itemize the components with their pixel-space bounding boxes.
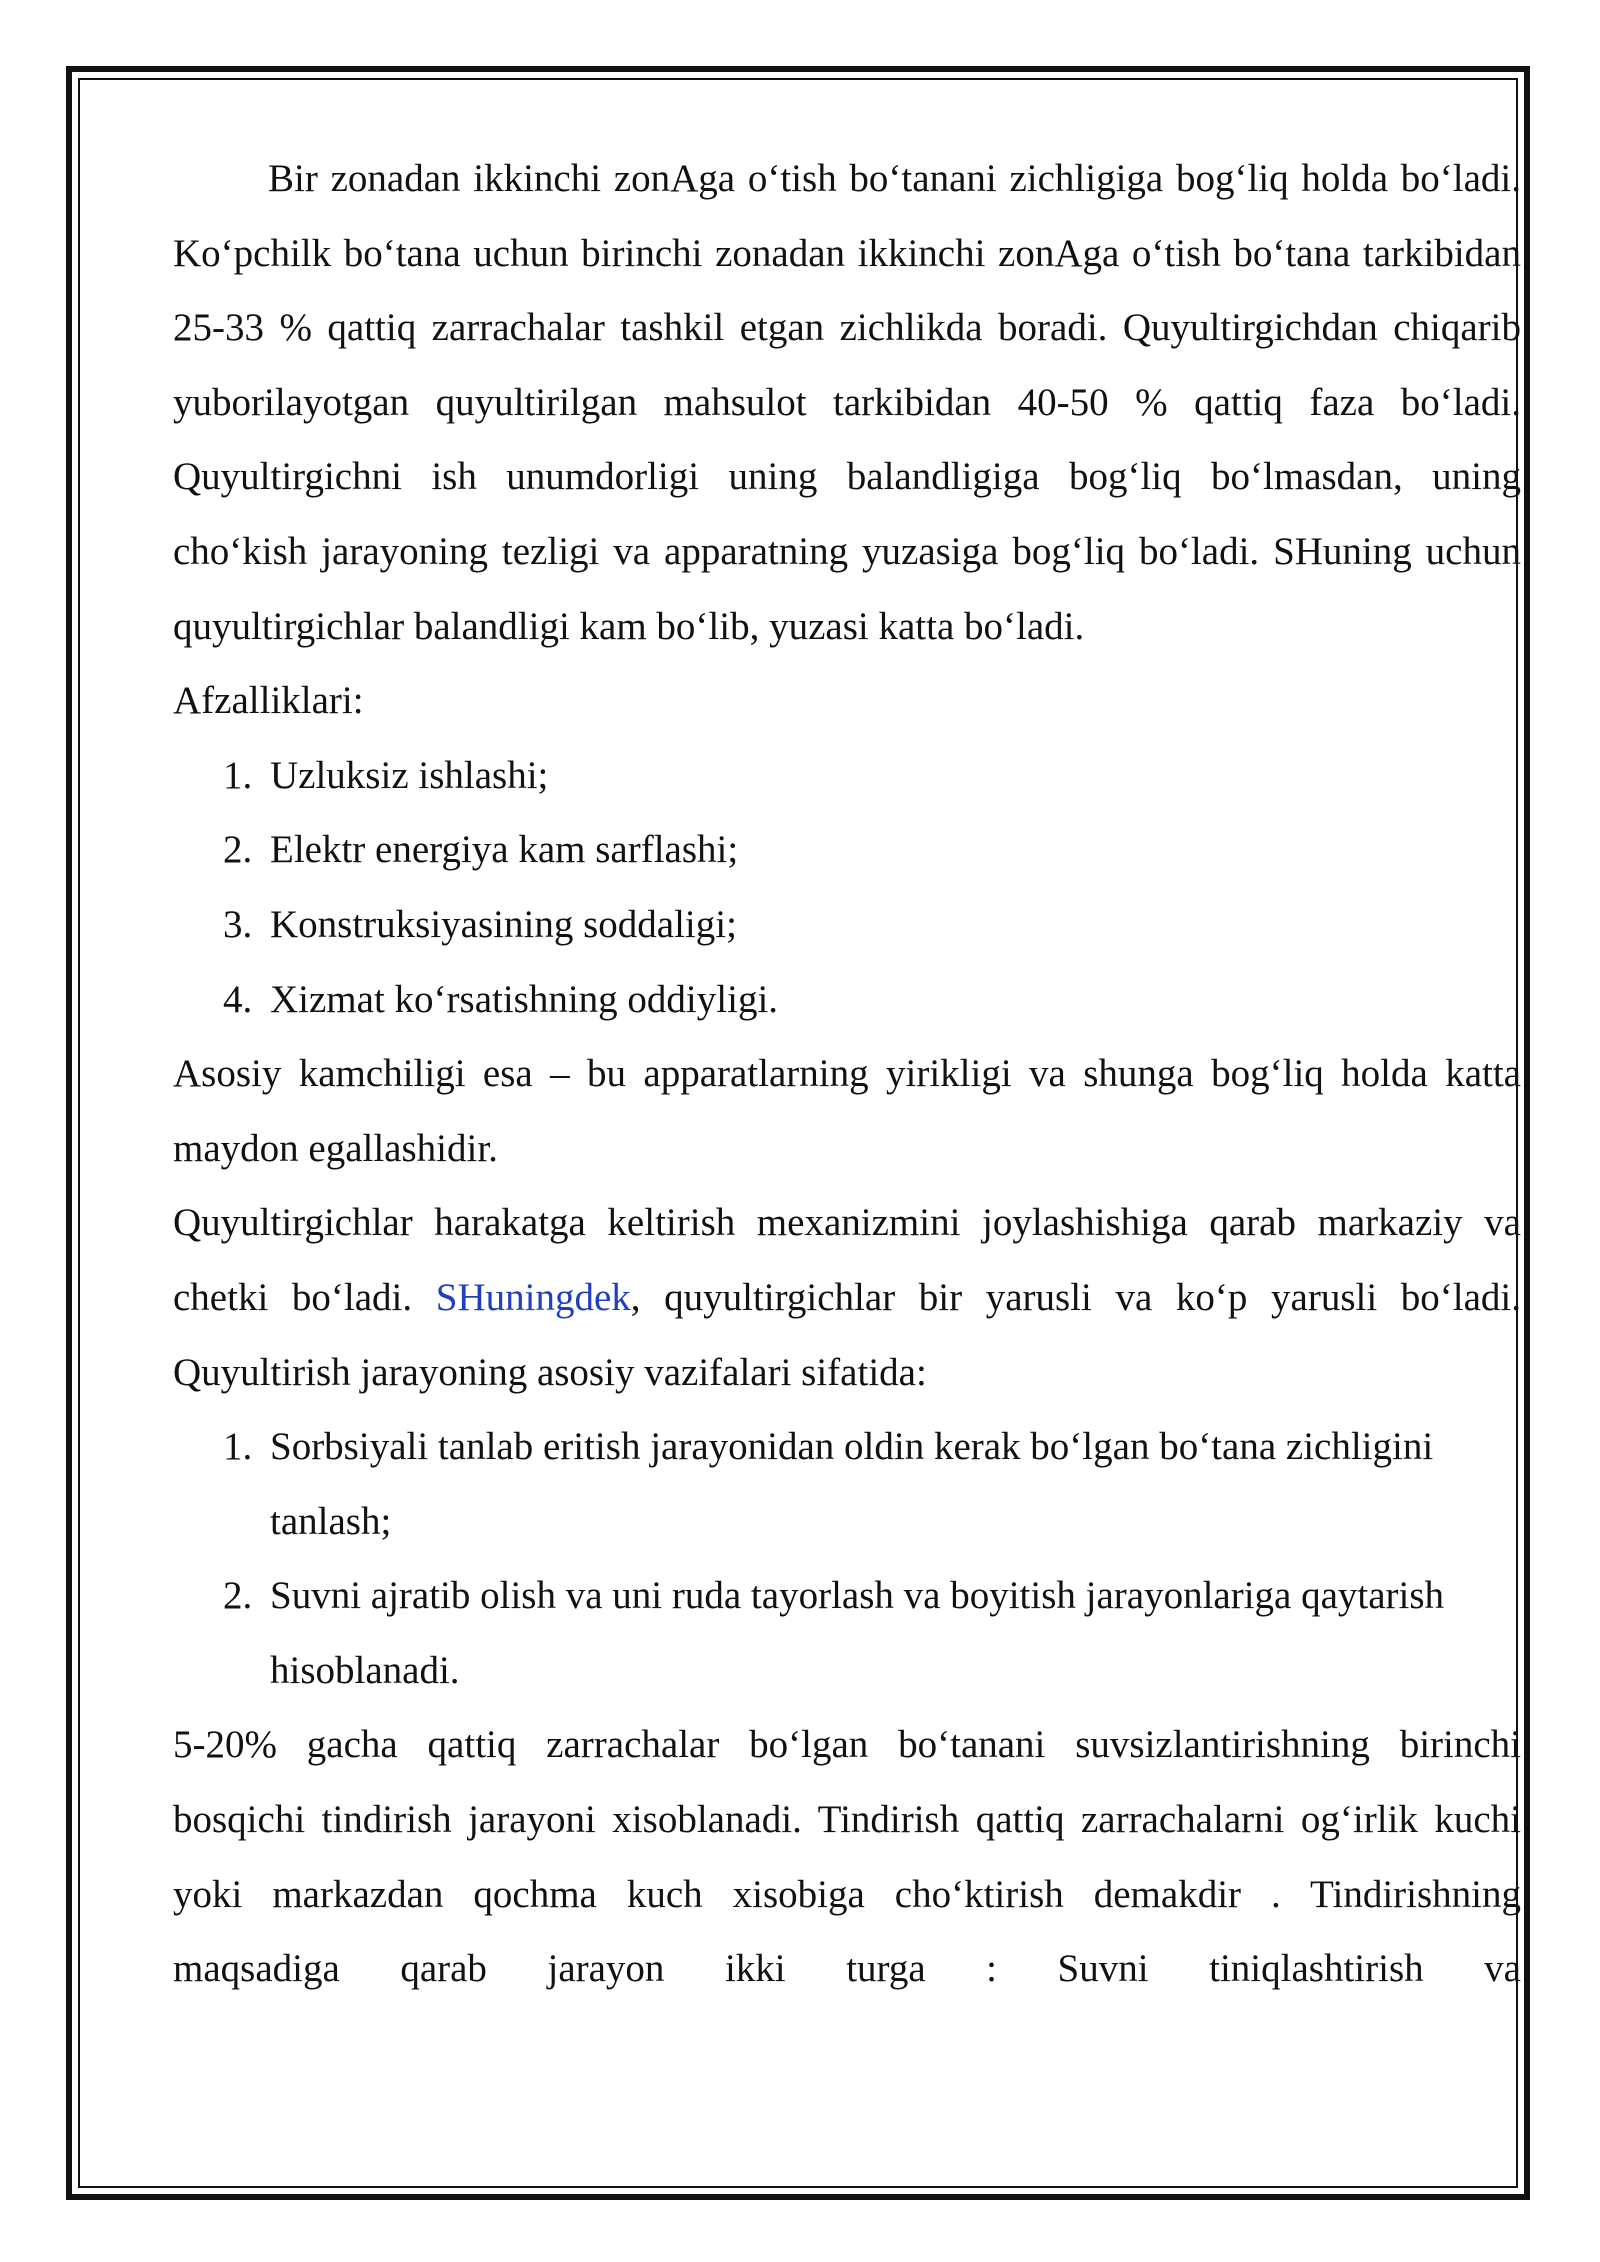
- list-item-text: Elektr energiya kam sarflashi;: [270, 828, 739, 872]
- tasks-list: [173, 1410, 1521, 1708]
- hyperlink-shuningdek[interactable]: SHuningdek: [435, 1275, 631, 1319]
- paragraph-zone-transition: Bir zonadan ikkinchi zonAga o‘tish bo‘tanani zichligiga bog‘liq holda bo‘ladi. Ko‘pchilk bo‘tana uchun birinchi zonadan ikkinchi zonAga o‘tish bo‘tana tarkibidan 25-33 % qattiq zarrachalar tashkil etgan zichlikda boradi. Quyultirgichdan chiqarib yuborilayotgan quyultirilgan mahsulot tarkibidan 40-50 % qattiq faza bo‘ladi. Quyultirgichni ish unumdorligi uning balandligiga bog‘liq bo‘lmasdan, uning cho‘kish jarayoning tezligi va apparatning yuzasiga bog‘liq bo‘ladi. SHuning uchun quyultirgichlar balandligi kam bo‘lib, yuzasi katta bo‘ladi.: [173, 157, 1521, 648]
- list-number: 2.: [223, 828, 253, 872]
- list-number: 4.: [223, 977, 253, 1021]
- list-item: [173, 888, 1521, 963]
- advantages-heading: Afzalliklari:: [173, 679, 364, 723]
- list-item: [173, 1410, 1521, 1559]
- list-item-text: Konstruksiyasining soddaligi;: [270, 902, 737, 946]
- paragraph-sedimentation: 5-20% gacha qattiq zarrachalar bo‘lgan bo‘tanani suvsizlantirishning birinchi bosqichi tindirish jarayoni xisoblanadi. Tindirish qattiq zarrachalarni og‘irlik kuchi yoki markazdan qochma kuch xisobiga cho‘ktirish demakdir . Tindirishning maqsadiga qarab jarayon ikki turga : Suvni tiniqlashtirish va: [173, 1723, 1521, 1991]
- list-item: [173, 963, 1521, 1038]
- document-body: [173, 142, 1521, 2007]
- paragraph-main-drawback: Asosiy kamchiligi esa – bu apparatlarning yirikligi va shunga bog‘liq holda katta maydon egallashidir.: [173, 1052, 1521, 1170]
- list-item-text: Sorbsiyali tanlab eritish jarayonidan oldin kerak bo‘lgan bo‘tana zichligini tanlash;: [270, 1425, 1434, 1543]
- list-item: [173, 1559, 1521, 1708]
- paragraph-text: , quyultirgichlar bir yarusli va ko‘p yarusli bo‘ladi. Quyultirish jarayoning asosiy vazifalari sifatida:: [173, 1275, 1521, 1394]
- list-item-text: Uzluksiz ishlashi;: [270, 753, 549, 797]
- list-item: [173, 813, 1521, 888]
- list-number: 1.: [223, 753, 253, 797]
- advantages-list: [173, 739, 1521, 1037]
- paragraph-thickener-types: [173, 1186, 1521, 1410]
- list-item: [173, 739, 1521, 814]
- text-column: [173, 142, 1521, 2007]
- list-number: 2.: [223, 1574, 253, 1618]
- paragraph-text: Quyultirgichlar harakatga keltirish mexanizmini joylashishiga qarab markaziy va chetki bo‘ladi.: [173, 1201, 1521, 1319]
- list-item-text: Suvni ajratib olish va uni ruda tayorlash va boyitish jarayonlariga qaytarish hisoblanadi.: [270, 1574, 1445, 1692]
- list-number: 3.: [223, 902, 253, 946]
- list-number: 1.: [223, 1425, 253, 1469]
- list-item-text: Xizmat ko‘rsatishning oddiyligi.: [270, 977, 779, 1021]
